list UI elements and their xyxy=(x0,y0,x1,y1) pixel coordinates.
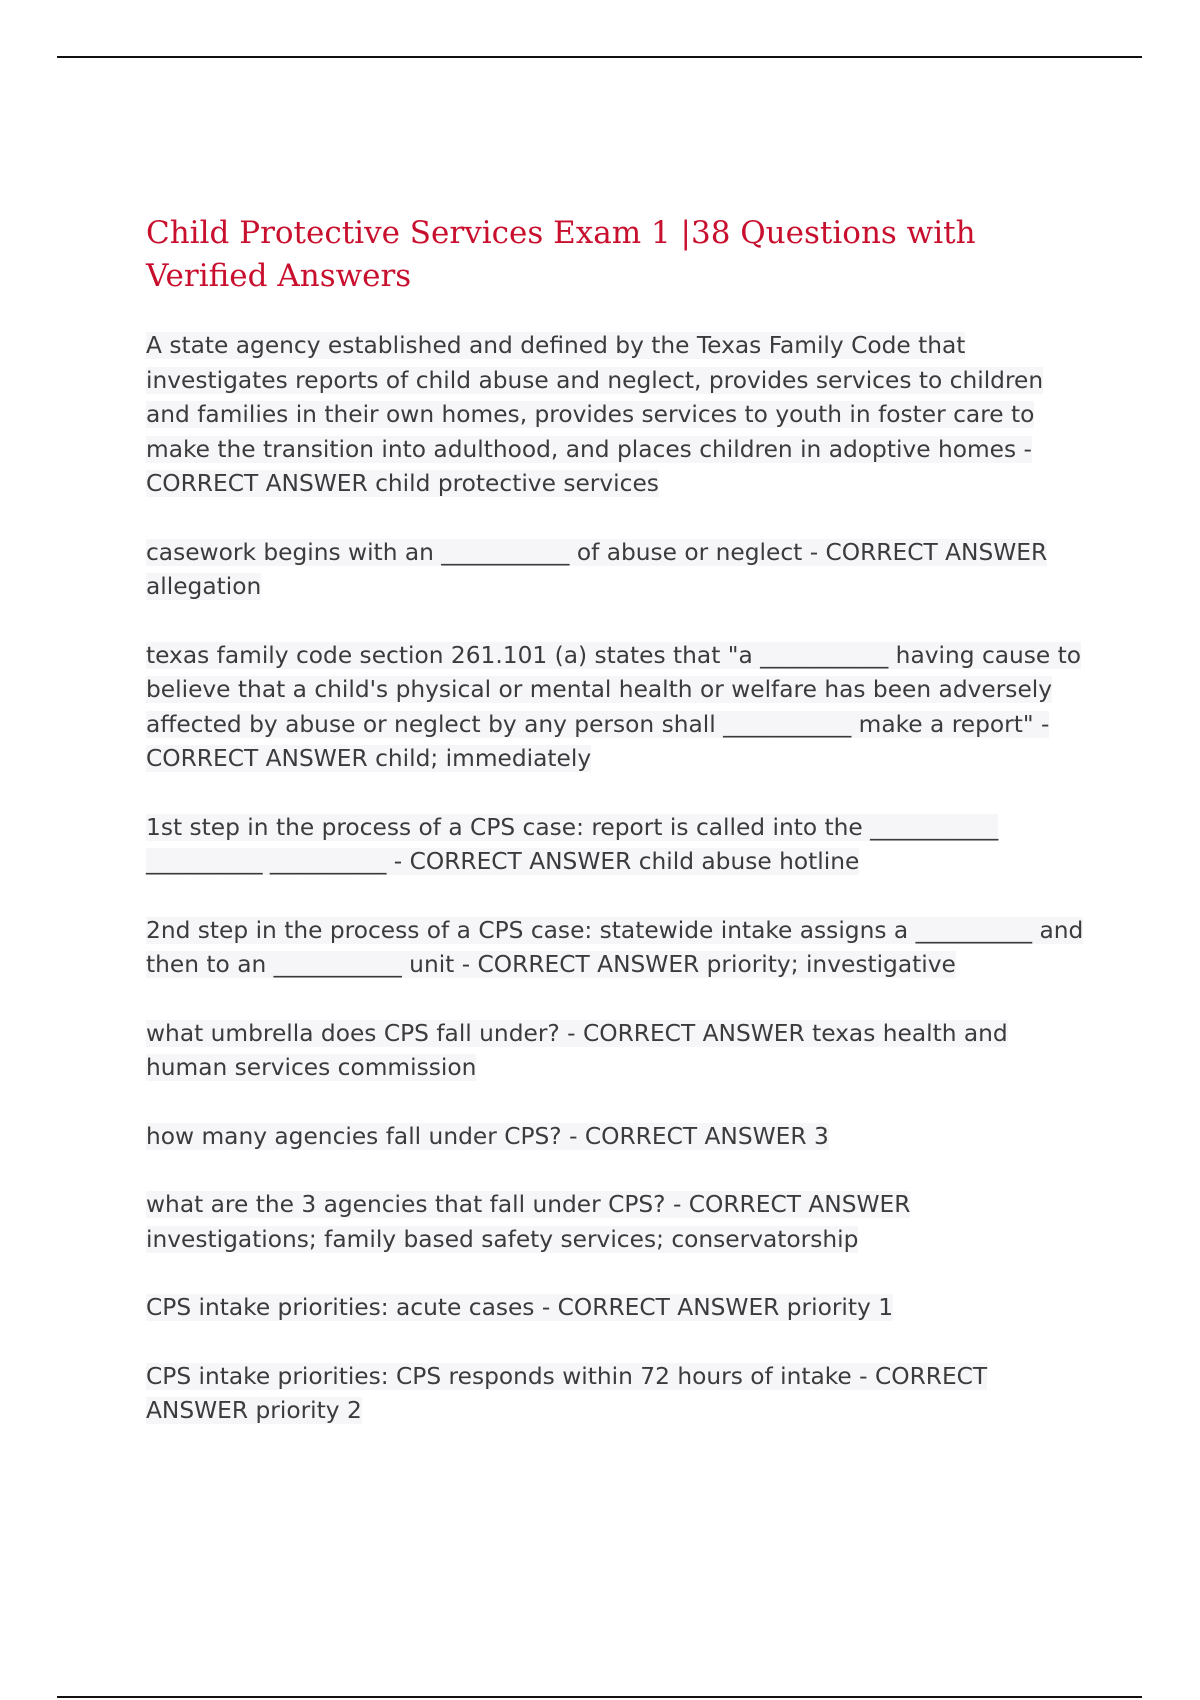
document-body xyxy=(146,212,1086,1463)
question-list xyxy=(146,329,1086,1429)
qa-item xyxy=(146,329,1086,502)
document-title: Child Protective Services Exam 1 |38 Questions with Verified Answers xyxy=(146,215,976,294)
qa-item-text: how many agencies fall under CPS? - CORRECT ANSWER 3 xyxy=(146,1122,829,1150)
bottom-rule xyxy=(57,1696,1142,1698)
qa-item xyxy=(146,1291,1086,1326)
qa-item-text: what umbrella does CPS fall under? - CORRECT ANSWER texas health and human services commission xyxy=(146,1019,1008,1081)
qa-item-text: CPS intake priorities: CPS responds within 72 hours of intake - CORRECT ANSWER priority 2 xyxy=(146,1362,988,1424)
qa-item xyxy=(146,914,1086,983)
qa-item-text: A state agency established and defined by the Texas Family Code that investigates reports of child abuse and neglect, provides services to children and families in their own homes, provides services to youth in foster care to make the transition into adulthood, and places children in adoptive homes - CORRECT ANSWER child protective services xyxy=(146,332,1044,497)
qa-item-text: 2nd step in the process of a CPS case: statewide intake assigns a __________ and then to an ___________ unit - CORRECT ANSWER priority; investigative xyxy=(146,916,1084,978)
qa-item xyxy=(146,1120,1086,1155)
qa-item-text: CPS intake priorities: acute cases - CORRECT ANSWER priority 1 xyxy=(146,1294,894,1321)
qa-item xyxy=(146,536,1086,605)
qa-item xyxy=(146,1360,1086,1429)
qa-item xyxy=(146,1017,1086,1086)
qa-item xyxy=(146,639,1086,777)
qa-item-text: what are the 3 agencies that fall under CPS? - CORRECT ANSWER investigations; family based safety services; conservatorship xyxy=(146,1191,911,1253)
qa-item-text: casework begins with an ___________ of abuse or neglect - CORRECT ANSWER allegation xyxy=(146,538,1048,600)
qa-item-text: texas family code section 261.101 (a) states that "a ___________ having cause to believe that a child's physical or mental health or welfare has been adversely affected by abuse or neglect by any person shall ___________ make a report" - CORRECT ANSWER child; immediately xyxy=(146,641,1082,772)
qa-item xyxy=(146,811,1086,880)
top-rule xyxy=(57,56,1142,58)
qa-item-text: 1st step in the process of a CPS case: report is called into the ___________ __________ __________ - CORRECT ANSWER child abuse hotline xyxy=(146,813,999,875)
qa-item xyxy=(146,1188,1086,1257)
